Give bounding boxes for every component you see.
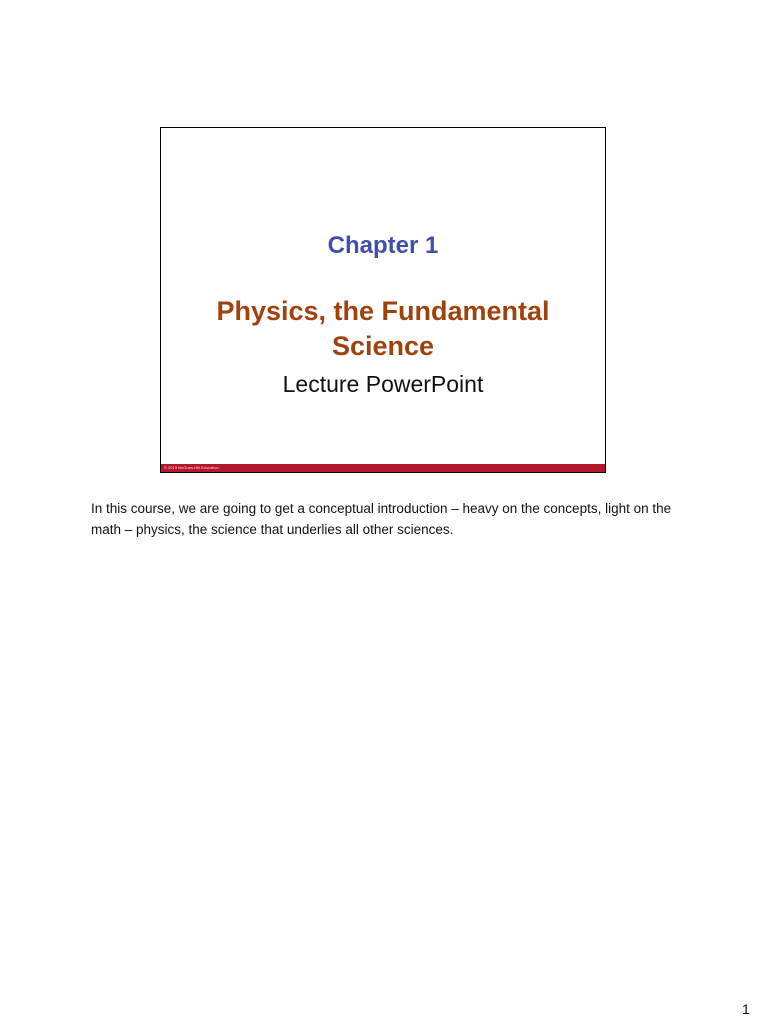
slide-footer-bar (161, 464, 605, 472)
slide-title: Physics, the Fundamental Science (216, 296, 550, 361)
speaker-notes: In this course, we are going to get a conceptual introduction – heavy on the concepts, light on the math – physics, the science that underlies all other sciences. (91, 501, 672, 537)
slide-subtitle: Lecture PowerPoint (282, 371, 484, 397)
chapter-heading: Chapter 1 (327, 232, 439, 259)
copyright-text: © 2019 McGraw-Hill Education (164, 465, 219, 470)
page-number: 1 (742, 1001, 750, 1017)
slide-thumbnail (160, 127, 606, 473)
